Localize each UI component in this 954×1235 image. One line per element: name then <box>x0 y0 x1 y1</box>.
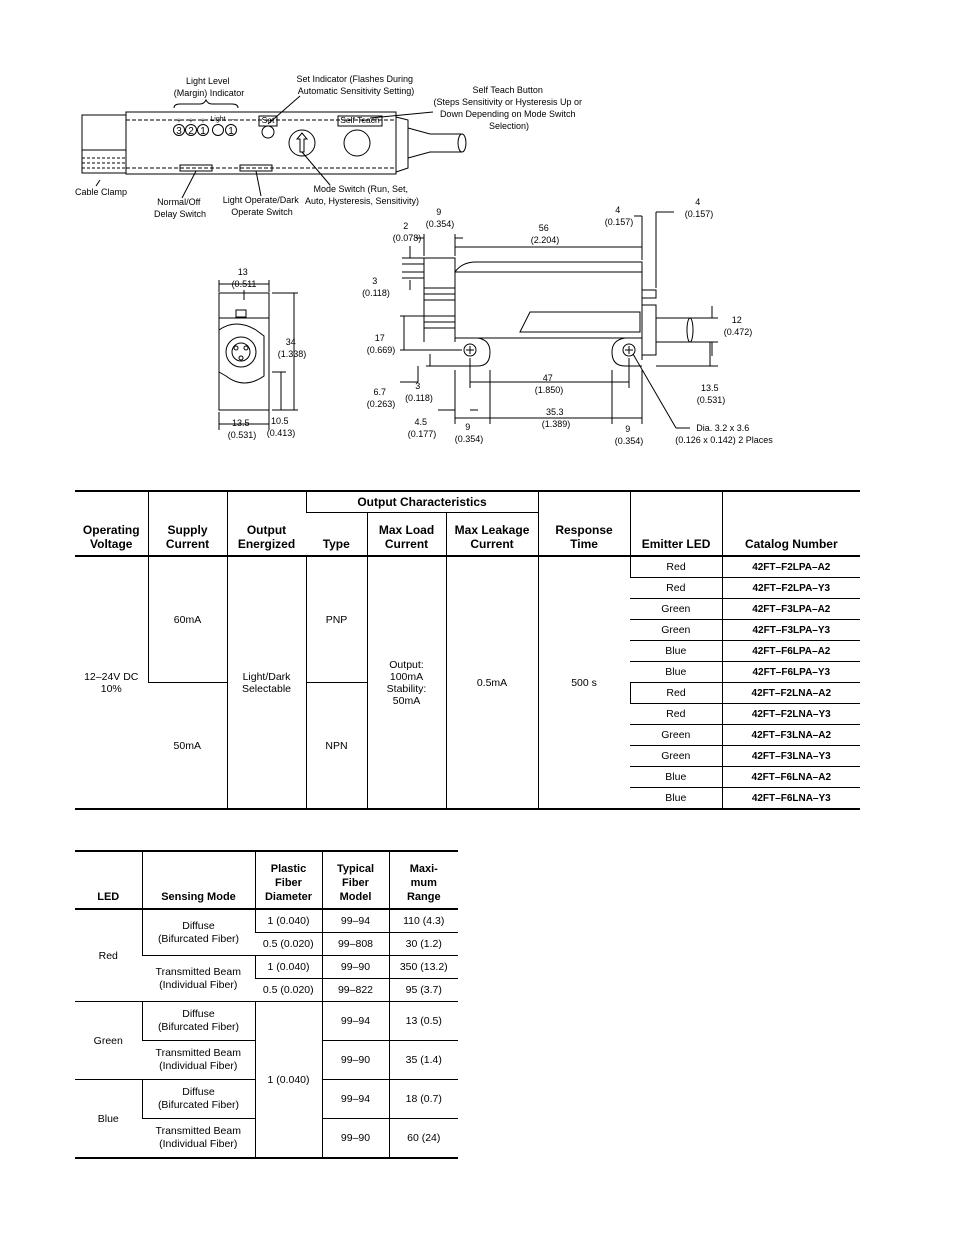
fiber-diameter-shared: 1 (0.040) <box>255 1002 322 1159</box>
dim-hole-diameter: Dia. 3.2 x 3.6 (0.126 x 0.142) 2 Places <box>675 423 773 445</box>
max-range-cell: 35 (1.4) <box>389 1041 458 1080</box>
emitter-led-cell: Green <box>630 599 722 620</box>
dim-4-left: 4 (0.157) <box>604 205 634 227</box>
catalog-number-cell: 42FT–F3LNA–Y3 <box>722 746 860 767</box>
max-load-cell: Output: 100mA Stability: 50mA <box>367 556 446 809</box>
led-digit-2: 2 <box>188 126 194 137</box>
header-emitter-led: Emitter LED <box>630 491 722 556</box>
header-type: Type <box>306 513 367 557</box>
header-led: LED <box>75 851 142 909</box>
dim-17: 17 (0.669) <box>366 333 396 355</box>
max-range-cell: 60 (24) <box>389 1119 458 1159</box>
catalog-number-cell: 42FT–F2LNA–A2 <box>722 683 860 704</box>
header-response-time: Response Time <box>538 491 630 556</box>
sensing-mode-transmitted: Transmitted Beam (Individual Fiber) <box>142 1041 255 1080</box>
max-range-cell: 350 (13.2) <box>389 956 458 979</box>
supply-current-pnp: 60mA <box>148 556 227 683</box>
max-range-cell: 30 (1.2) <box>389 933 458 956</box>
emitter-led-cell: Blue <box>630 641 722 662</box>
end-dim-bottom-left: 13.5 (0.531) <box>227 418 257 440</box>
dim-3-upper: 3 (0.118) <box>362 276 390 298</box>
emitter-led-cell: Green <box>630 746 722 767</box>
fiber-model-cell: 99–90 <box>322 1119 389 1159</box>
dim-4-5: 4.5 (0.177) <box>407 417 437 439</box>
dim-9-top: 9 (0.354) <box>425 207 455 229</box>
table-row <box>75 1002 458 1041</box>
panel-set-text: Set <box>261 115 275 125</box>
header-fiber-diameter: Plastic Fiber Diameter <box>255 851 322 909</box>
emitter-led-cell: Blue <box>630 662 722 683</box>
top-view-drawing <box>82 96 466 198</box>
light-operate-label: Light Operate/Dark Operate Switch <box>222 195 299 217</box>
max-range-cell: 13 (0.5) <box>389 1002 458 1041</box>
table-row <box>75 909 458 933</box>
emitter-led-cell: Red <box>630 683 722 704</box>
dim-47: 47 (1.850) <box>534 373 564 395</box>
header-max-range: Maxi- mum Range <box>389 851 458 909</box>
fiber-model-cell: 99–90 <box>322 1041 389 1080</box>
table-row <box>75 556 860 578</box>
fiber-model-cell: 99–90 <box>322 956 389 979</box>
emitter-led-cell: Blue <box>630 767 722 788</box>
dimension-diagram <box>0 0 954 460</box>
dim-2: 2 (0.078) <box>392 221 422 243</box>
panel-minus: – <box>230 115 236 124</box>
emitter-led-cell: Green <box>630 620 722 641</box>
fiber-model-cell: 99–822 <box>322 979 389 1002</box>
supply-current-npn: 50mA <box>173 739 201 752</box>
catalog-number-cell: 42FT–F6LNA–A2 <box>722 767 860 788</box>
end-dim-width: 13 (0.511 <box>231 267 257 289</box>
sensing-mode-diffuse: Diffuse (Bifurcated Fiber) <box>142 1080 255 1119</box>
emitter-led-cell: Red <box>630 556 722 578</box>
sensing-mode-diffuse: Diffuse (Bifurcated Fiber) <box>142 909 255 956</box>
catalog-number-cell: 42FT–F6LPA–A2 <box>722 641 860 662</box>
end-dim-bottom-right: 10.5 (0.413) <box>266 416 296 438</box>
set-indicator-label: Set Indicator (Flashes During Automatic Sensitivity Setting) <box>296 74 415 96</box>
catalog-number-cell: 42FT–F6LPA–Y3 <box>722 662 860 683</box>
header-sensing-mode: Sensing Mode <box>142 851 255 909</box>
panel-self-teach-text: Self Teach <box>340 115 380 125</box>
emitter-led-cell: Blue <box>665 792 687 804</box>
type-pnp: PNP <box>306 556 367 683</box>
specifications-table <box>75 490 860 810</box>
cable-clamp-label: Cable Clamp <box>74 187 128 197</box>
header-output-energized: Output Energized <box>227 491 306 556</box>
led-digit-5: 1 <box>228 126 234 137</box>
fiber-model-cell: 99–94 <box>322 1002 389 1041</box>
catalog-number-cell: 42FT–F2LPA–Y3 <box>722 578 860 599</box>
self-teach-label: Self Teach Button (Steps Sensitivity or Hysteresis Up or Down Depending on Mode Switch Selection) <box>433 85 583 131</box>
fiber-diameter-cell: 1 (0.040) <box>255 956 322 979</box>
fiber-model-cell: 99–94 <box>322 1080 389 1119</box>
header-supply-current: Supply Current <box>148 491 227 556</box>
emitter-led-cell: Red <box>630 704 722 725</box>
fiber-diameter-cell: 1 (0.040) <box>255 909 322 933</box>
dim-13-5: 13.5 (0.531) <box>696 383 726 405</box>
header-fiber-model: Typical Fiber Model <box>322 851 389 909</box>
header-max-load: Max Load Current <box>367 513 446 557</box>
emitter-led-cell: Red <box>630 578 722 599</box>
response-time-cell: 500 s <box>538 556 630 809</box>
sensing-mode-diffuse: Diffuse (Bifurcated Fiber) <box>142 1002 255 1041</box>
type-npn: NPN <box>306 683 367 810</box>
mode-switch-label: Mode Switch (Run, Set, Auto, Hysteresis, Sensitivity) <box>304 184 420 206</box>
emitter-led-cell: Green <box>630 725 722 746</box>
max-leakage-cell: 0.5mA <box>446 556 538 809</box>
dim-4-right: 4 (0.157) <box>684 197 714 219</box>
max-range-cell: 95 (3.7) <box>389 979 458 1002</box>
dim-9-bottom-left: 9 (0.354) <box>454 422 484 444</box>
fiber-diameter-cell: 0.5 (0.020) <box>255 979 322 1002</box>
dim-35-3: 35.3 (1.389) <box>541 407 571 429</box>
fiber-model-cell: 99–94 <box>322 909 389 933</box>
catalog-number-cell: 42FT–F3LNA–A2 <box>722 725 860 746</box>
header-max-leakage: Max Leakage Current <box>446 513 538 557</box>
panel-plus-3: + <box>200 116 206 125</box>
light-level-label: Light Level (Margin) Indicator <box>173 76 245 98</box>
header-operating-voltage: Operating Voltage <box>75 491 148 556</box>
dim-56: 56 (2.204) <box>530 223 560 245</box>
end-dim-height: 34 (1.338) <box>277 337 307 359</box>
operating-voltage-cell: 12–24V DC 10% <box>84 670 139 695</box>
led-green: Green <box>75 1002 142 1080</box>
led-digit-1: 3 <box>176 126 182 137</box>
catalog-number-cell: 42FT–F3LPA–A2 <box>722 599 860 620</box>
panel-light-text: Light <box>210 116 226 123</box>
led-digit-3: 1 <box>200 126 206 137</box>
normal-off-label: Normal/Off Delay Switch <box>153 197 207 219</box>
catalog-number-cell: 42FT–F6LNA–Y3 <box>722 788 860 810</box>
max-range-cell: 110 (4.3) <box>389 909 458 933</box>
catalog-number-cell: 42FT–F2LPA–A2 <box>722 556 860 578</box>
catalog-number-cell: 42FT–F2LNA–Y3 <box>722 704 860 725</box>
panel-plus-1: + <box>176 116 182 125</box>
output-energized-cell: Light/Dark Selectable <box>227 556 306 809</box>
catalog-number-cell: 42FT–F3LPA–Y3 <box>722 620 860 641</box>
dim-6-7: 6.7 (0.263) <box>366 387 396 409</box>
led-blue: Blue <box>97 1112 119 1125</box>
dim-3-lower: 3 (0.118) <box>405 381 433 403</box>
max-range-cell: 18 (0.7) <box>389 1080 458 1119</box>
dim-12: 12 (0.472) <box>723 315 753 337</box>
sensing-mode-transmitted: Transmitted Beam (Individual Fiber) <box>142 956 255 1002</box>
header-catalog-number: Catalog Number <box>722 491 860 556</box>
fiber-model-cell: 99–808 <box>322 933 389 956</box>
panel-plus-2: + <box>188 116 194 125</box>
sensing-mode-transmitted: Transmitted Beam (Individual Fiber) <box>155 1125 241 1150</box>
dim-9-bottom-right: 9 (0.354) <box>614 424 644 446</box>
header-output-characteristics: Output Characteristics <box>306 491 538 513</box>
led-red: Red <box>75 909 142 1002</box>
fiber-diameter-cell: 0.5 (0.020) <box>255 933 322 956</box>
fiber-range-table <box>75 850 458 1159</box>
top-view-panel-text <box>75 74 585 219</box>
